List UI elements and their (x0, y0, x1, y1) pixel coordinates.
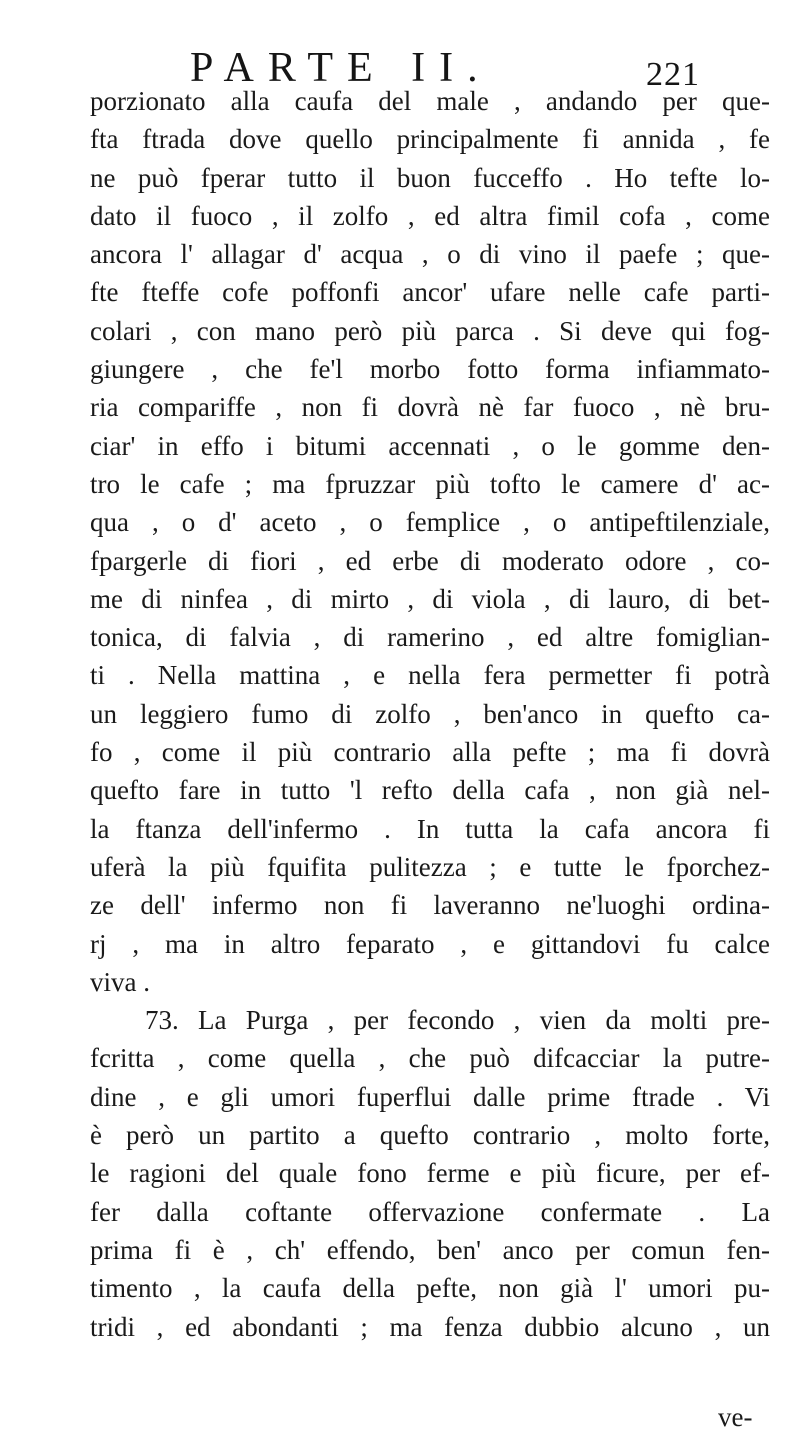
text-line: fte fteffe cofe poffonfi ancor' ufare nelle cafe parti- (90, 277, 770, 308)
text-line: prima fi è , ch' effendo, ben' anco per comun fen- (90, 1234, 770, 1265)
text-line: la ftanza dell'infermo . In tutta la cafa ancora fi (90, 813, 770, 844)
text-line: qua , o d' aceto , o femplice , o antipeftilenziale, (90, 507, 770, 538)
text-line: timento , la caufa della pefte, non già l' umori pu- (90, 1273, 770, 1304)
paragraph-start-line: 73. La Purga , per fecondo , vien da molti pre- (145, 1005, 770, 1036)
catchword: ve- (718, 1402, 753, 1432)
text-line: fcritta , come quella , che può difcacciar la putre- (90, 1043, 770, 1074)
text-line: ria compariffe , non fi dovrà nè far fuoco , nè bru- (90, 392, 770, 423)
text-line: ti . Nella mattina , e nella fera permetter fi potrà (90, 660, 770, 691)
text-line: colari , con mano però più parca . Si deve qui fog- (90, 315, 770, 346)
text-line: quefto fare in tutto 'l refto della cafa , non già nel- (90, 775, 770, 806)
text-line: fer dalla coftante offervazione confermate . La (90, 1196, 770, 1227)
text-line: ancora l' allagar d' acqua , o di vino il paefe ; que- (90, 239, 770, 270)
page-number: 221 (646, 56, 700, 93)
text-line: porzionato alla caufa del male , andando per que- (90, 86, 770, 116)
text-line: viva . (90, 966, 150, 997)
text-line: dine , e gli umori fuperflui dalle prime ftrade . Vi (90, 1081, 770, 1112)
text-line: fpargerle di fiori , ed erbe di moderato odore , co- (90, 545, 770, 576)
body-text (90, 82, 770, 1346)
text-line: ciar' in effo i bitumi accennati , o le gomme den- (90, 430, 770, 461)
text-line: giungere , che fe'l morbo fotto forma infiammato- (90, 354, 770, 385)
text-line: fo , come il più contrario alla pefte ; ma fi dovrà (90, 737, 770, 768)
text-line: le ragioni del quale fono ferme e più ficure, per ef- (90, 1158, 770, 1189)
text-line: un leggiero fumo di zolfo , ben'anco in quefto ca- (90, 698, 770, 729)
text-line: è però un partito a quefto contrario , molto forte, (90, 1120, 770, 1151)
text-line: fta ftrada dove quello principalmente fi annida , fe (90, 124, 770, 155)
text-line: tro le cafe ; ma fpruzzar più tofto le camere d' ac- (90, 468, 770, 499)
section-title: PARTE II. (190, 45, 492, 91)
text-line: tonica, di falvia , di ramerino , ed altre fomiglian- (90, 622, 770, 653)
text-line: uferà la più fquifita pulitezza ; e tutte le fporchez- (90, 851, 770, 882)
text-line: ne può fperar tutto il buon fucceffo . Ho tefte lo- (90, 162, 770, 193)
text-line: ze dell' infermo non fi laveranno ne'luoghi ordina- (90, 890, 770, 921)
text-line: tridi , ed abondanti ; ma fenza dubbio alcuno , un (90, 1311, 770, 1342)
text-line: rj , ma in altro feparato , e gittandovi fu calce (90, 928, 770, 959)
text-line: me di ninfea , di mirto , di viola , di lauro, di bet- (90, 583, 770, 614)
text-line: dato il fuoco , il zolfo , ed altra fimil cofa , come (90, 200, 770, 231)
